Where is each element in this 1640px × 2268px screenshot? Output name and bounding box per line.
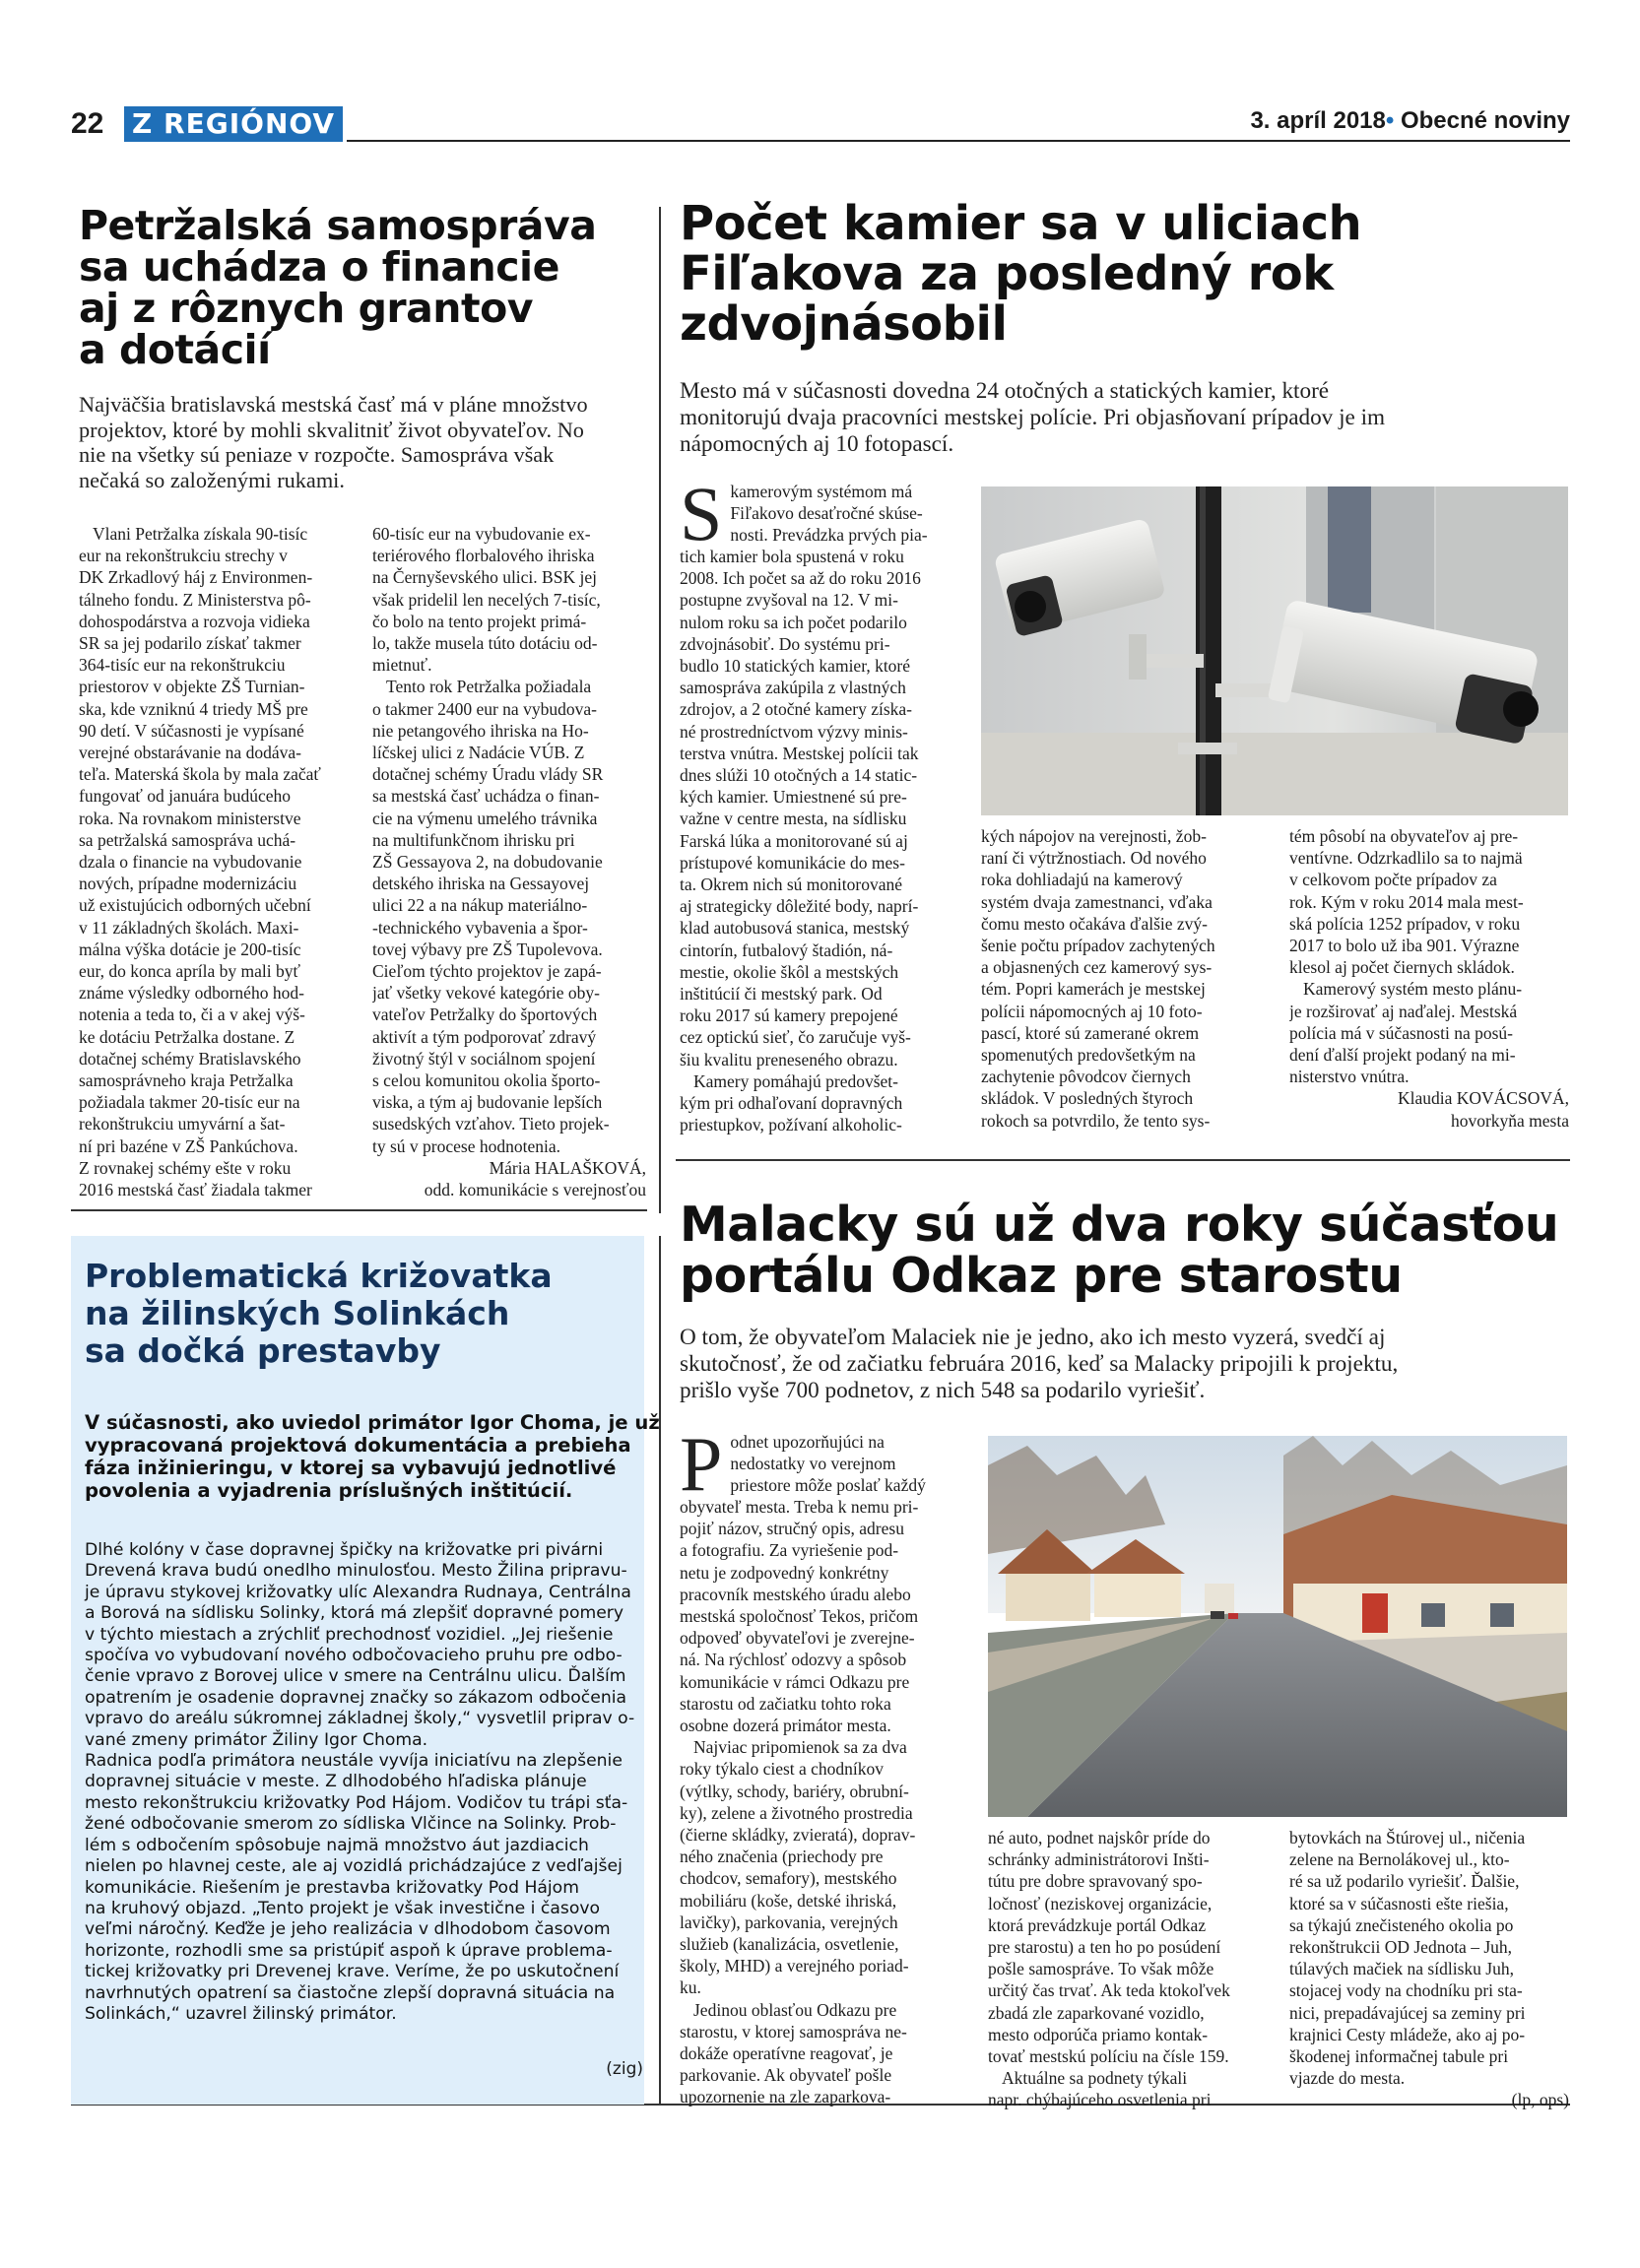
malacky-street-photo xyxy=(988,1436,1567,1817)
article1-signature-role: odd. komunikácie s verejnosťou xyxy=(424,1180,646,1200)
article4-signature: (lp, ops) xyxy=(1511,2090,1569,2110)
article2-lead: Mesto má v súčasnosti dovedna 24 otočných a statických kamier, ktoré monitorujú dvaja pracovníci mestskej polície. Pri objasňovaní prípadov je im nápomocných aj 10 fotopascí. xyxy=(680,378,1386,457)
column-divider-lower xyxy=(659,1236,661,2105)
article4-headline: Malacky sú už dva roky súčasťou portálu Odkaz pre starostu xyxy=(680,1197,1559,1304)
street-illustration xyxy=(988,1436,1567,1817)
article1-column-2: 60-tisíc eur na vybudovanie ex- teriérového florbalového ihriska na Černyševského ulici. BSK jej však pridelil len necelých 7-tisíc, čo bolo na tento projekt primá- lo, takže musela túto dotáciu od- mietnuť. Tento rok Petržalka požiadala o takmer 2400 eur na vybudova- nie petangového ihriska na Ho- líčskej ulici z Nadácie VÚB. Z dotačnej schémy Úradu vlády SR sa mestská časť uchádza o finan- cie na výmenu umelého trávnika na multifunkčnom ihrisku pri ZŠ Gessayova 2, na dobudovanie detského ihriska na Gessayovej ulici 22 a na nákup materiálno- -technického vybavenia a špor- tovej výbavy pre ZŠ Tupolevova. Cieľom týchto projektov je zapá- jať všetky vekové kategórie oby- vateľov Petržalky do športových aktivít a tým podporovať zdravý životný štýl v sociálnom spojení s celou komunitou okolia športo- viska, a tým aj budovanie lepších susedských vzťahov. Tieto projek- ty sú v procese hodnotenia. Mária HALAŠKOVÁ, odd. komunikácie s verejnosťou xyxy=(372,524,646,1200)
article4-column-1: P odnet upozorňujúci na nedostatky vo verejnom priestore môže poslať každý obyvateľ mesta. Treba k nemu pri- pojiť názov, stručný opis, adresu a fotografiu. Za vyriešenie pod- netu je zodpovedný konkrétny pracovník mestského úradu alebo mestská spoločnosť Tekos, pričom odpoveď obyvateľovi je zverejne- ná. Na rýchlosť odozvy a spôsob komunikácie v rámci Odkazu pre starostu od začiatku tohto roka osobne dozerá primátor mesta. Najviac pripomienok sa za dva roky týkalo ciest a chodníkov (výtlky, schody, bariéry, obrubní- ky), zelene a životného prostredia (čierne skládky, zvieratá), doprav- ného značenia (priechody pre chodcov, semafory), mestského mobiliáru (koše, detské ihriská, lavičky), parkovania, verejných služieb (kanalizácia, osvetlenie, školy, MHD) a verejného poriad- ku. Jedinou oblasťou Odkazu pre starostu, v ktorej samospráva ne- dokáže operatívne reagovať, je parkovanie. Ak obyvateľ pošle upozornenie na zle zaparkova- xyxy=(680,1431,926,2107)
article2-signature-role: hovorkyňa mesta xyxy=(1450,1110,1569,1131)
article3-lead: V súčasnosti, ako uviedol primátor Igor Choma, je už vypracovaná projektová dokumentácia a prebieha fáza inžinieringu, v ktorej sa vybavujú jednotlivé povolenia a vyjadrenia príslušných inštitúcií. xyxy=(85,1411,660,1502)
article2-headline: Počet kamier sa v uliciach Fiľakova za posledný rok zdvojnásobil xyxy=(680,196,1362,352)
article1-headline: Petržalská samospráva sa uchádza o financie aj z rôznych grantov a dotácií xyxy=(79,202,597,373)
article-divider-right xyxy=(676,1159,1570,1161)
page-number: 22 xyxy=(71,107,104,140)
newspaper-name: Obecné noviny xyxy=(1400,107,1570,134)
article3-body: Dlhé kolóny v čase dopravnej špičky na križovatke pri pivárni Drevená krava budú onedlho minulosťou. Mesto Žilina pripravu- je úpravu stykovej križovatky ulíc Alexandra Rudnaya, Centrálna a Borová na sídlisku Solinky, ktorá má zlepšiť dopravné pomery v týchto miestach a zrýchliť prechodnosť vozidiel. „Jej riešenie spočíva vo vybudovaní nového odbočovacieho pruhu pre odbo- čenie vpravo z Borovej ulice v smere na Centrálnu ulicu. Ďalším opatrením je osadenie dopravnej značky so zákazom odbočenia vpravo do areálu súkromnej základnej školy,“ vysvetlil priprav o- vané zmeny primátor Žiliny Igor Choma. Radnica podľa primátora neustále vyvíja iniciatívu na zlepšenie dopravnej situácie v meste. Z dlhodobého hľadiska plánuje mesto rekonštrukciu križovatky Pod Hájom. Vodičov tu trápi sťa- žené odbočovanie smerom zo sídliska Vlčince na Solinky. Prob- lém s odbočením spôsobuje najmä množstvo áut jazdiacich nielen po hlavnej ceste, ale aj vozidlá prichádzajúce z vedľajšej komunikácie. Riešením je prestavba križovatky Pod Hájom na kruhový objazd. „Tento projekt je však investične i časovo veľmi náročný. Keďže je jeho realizácia v dlhodobom časovom horizonte, rozhodli sme sa pristúpiť aspoň k úprave problema- tickej križovatky pri Drevenej krave. Veríme, že po uskutočnení navrhnutých opatrení sa čiastočne zlepší dopravná situácia na Solinkách,“ uzavrel žilinský primátor. xyxy=(85,1540,635,2024)
article2-dropcap: S xyxy=(680,481,723,546)
article2-signature: Klaudia KOVÁCSOVÁ, xyxy=(1397,1088,1569,1109)
article1-lead: Najväčšia bratislavská mestská časť má v pláne množstvo projektov, ktoré by mohli skvalitniť život obyvateľov. No nie na všetky sú peniaze v rozpočte. Samospráva však nečaká so založenými rukami. xyxy=(79,392,588,492)
article4-column-2: né auto, podnet najskôr príde do schránky administrátorovi Inšti- tútu pre dobre spravovaný spo- ločnosť (neziskovej organizácie, ktorá prevádzkuje portál Odkaz pre starostu) a ten ho po posúdení pošle samospráve. To však môže určitý čas trvať. Ak teda ktokoľvek zbadá zle zaparkované vozidlo, mesto odporúča priamo kontak- tovať mestskú políciu na čísle 159. Aktuálne sa podnety týkali napr. chýbajúceho osvetlenia pri xyxy=(988,1828,1230,2110)
article2-column-3: tém pôsobí na obyvateľov aj pre- ventívne. Odzrkadlilo sa to najmä v celkovom počte prípadov za rok. Kým v roku 2014 mala mest- ská polícia 1252 prípadov, v roku 2017 to bolo už iba 901. Výrazne klesol aj počet čiernych skládok. Kamerový systém mesto plánu- je rozširovať aj naďalej. Mestská polícia má v súčasnosti na posú- dení ďalší projekt podaný na mi- nisterstvo vnútra. Klaudia KOVÁCSOVÁ, hovorkyňa mesta xyxy=(1289,826,1569,1131)
column-divider xyxy=(659,207,661,1213)
section-badge: Z REGIÓNOV xyxy=(124,106,343,142)
dateline xyxy=(1250,104,1570,138)
article4-column-3: bytovkách na Štúrovej ul., ničenia zelene na Bernolákovej ul., kto- ré sa už podarilo vyriešiť. Ďalšie, ktoré sa v súčasnosti ešte riešia, sa týkajú znečisteného okolia po rekonštrukcii OD Jednota – Juh, túlavých mačiek na sídlisku Juh, stojacej vody na chodníku pri sta- nici, prepadávajúcej sa zeminy pri krajnici Cesty mládeže, ako aj po- škodenej informačnej tabule pri vjazde do mesta. (lp, ops) xyxy=(1289,1828,1569,2110)
article1-column-1: Vlani Petržalka získala 90-tisíc eur na rekonštrukciu strechy v DK Zrkadlový háj z Environmen- tálneho fondu. Z Ministerstva pô- dohospodárstva a rozvoja vidieka SR sa jej podarilo získať takmer 364-tisíc eur na rekonštrukciu priestorov v objekte ZŠ Turnian- ska, kde vzniknú 4 triedy MŠ pre 90 detí. V súčasnosti je vypísané verejné obstarávanie na dodáva- teľa. Materská škola by mala začať fungovať od januára budúceho roka. Na rovnakom ministerstve sa petržalská samospráva uchá- dzala o financie na vybudovanie nových, prípadne modernizáciu už existujúcich odborných učební v 11 základných školách. Maxi- málna výška dotácie je 200-tisíc eur, do konca apríla by mali byť známe výsledky odborného hod- notenia a teda to, či a v akej výš- ke dotáciu Petržalka dostane. Z dotačnej schémy Bratislavského samosprávneho kraja Petržalka požiadala takmer 20-tisíc eur na rekonštrukciu umyvární a šat- ní pri bazéne v ZŠ Pankúchova. Z rovnakej schémy ešte v roku 2016 mestská časť žiadala takmer xyxy=(79,524,321,1200)
page-header xyxy=(71,104,1570,144)
header-rule xyxy=(347,140,1570,142)
security-cameras-illustration xyxy=(981,486,1568,815)
article2-column-2: kých nápojov na verejnosti, žob- raní či výtržnostiach. Od nového roka dohliadajú na kamerový systém dvaja zamestnanci, vďaka čomu mesto očakáva ďalšie zvý- šenie počtu prípadov zachytených a objasnených cez kamerový sys- tém. Popri kamerách je mestskej polícii nápomocných aj 10 foto- pascí, ktoré sú zamerané okrem spomenutých predovšetkým na zachytenie pôvodcov čiernych skládok. V posledných štyroch rokoch sa potvrdilo, že tento sys- xyxy=(981,826,1215,1131)
article4-lead: O tom, že obyvateľom Malaciek nie je jedno, ako ich mesto vyzerá, svedčí aj skutočnosť, že od začiatku februára 2016, keď sa Malacky pripojili k projektu, prišlo vyše 700 podnetov, z nich 548 sa podarilo vyriešiť. xyxy=(680,1325,1399,1403)
article2-column-1: S kamerovým systémom má Fiľakovo desaťročné skúse- nosti. Prevádzka prvých pia- tich kamier bola spustená v roku 2008. Ich počet sa až do roku 2016 postupne zvyšoval na 12. V mi- nulom roku sa ich počet podarilo zdvojnásobiť. Do systému pri- budlo 10 statických kamier, ktoré samospráva zakúpila z vlastných zdrojov, a 2 otočné kamery získa- né prostredníctvom výzvy minis- terstva vnútra. Mestskej polícii tak dnes slúži 10 otočných a 14 static- kých kamier. Umiestnené sú pre- važne v centre mesta, na sídlisku Farská lúka a monitorované sú aj prístupové komunikácie do mes- ta. Okrem nich sú monitorované aj strategicky dôležité body, naprí- klad autobusová stanica, mestský cintorín, futbalový štadión, ná- mestie, okolie škôl a mestských inštitúcií či mestský park. Od roku 2017 sú kamery prepojené cez optickú sieť, čo zaručuje vyš- šiu kvalitu preneseného obrazu. Kamery pomáhajú predovšet- kým pri odhaľovaní dopravných priestupkov, požívaní alkoholic- xyxy=(680,481,928,1135)
article3-headline: Problematická križovatka na žilinských Solinkách sa dočká prestavby xyxy=(85,1257,553,1370)
issue-date: 3. apríl 2018 xyxy=(1250,107,1386,134)
article-divider xyxy=(71,1209,647,1211)
article3-signature: (zig) xyxy=(606,2059,643,2079)
dot-separator: • xyxy=(1385,107,1395,134)
article4-dropcap: P xyxy=(680,1431,723,1496)
article1-signature: Mária HALAŠKOVÁ, xyxy=(489,1157,646,1178)
security-cameras-photo xyxy=(981,486,1568,815)
